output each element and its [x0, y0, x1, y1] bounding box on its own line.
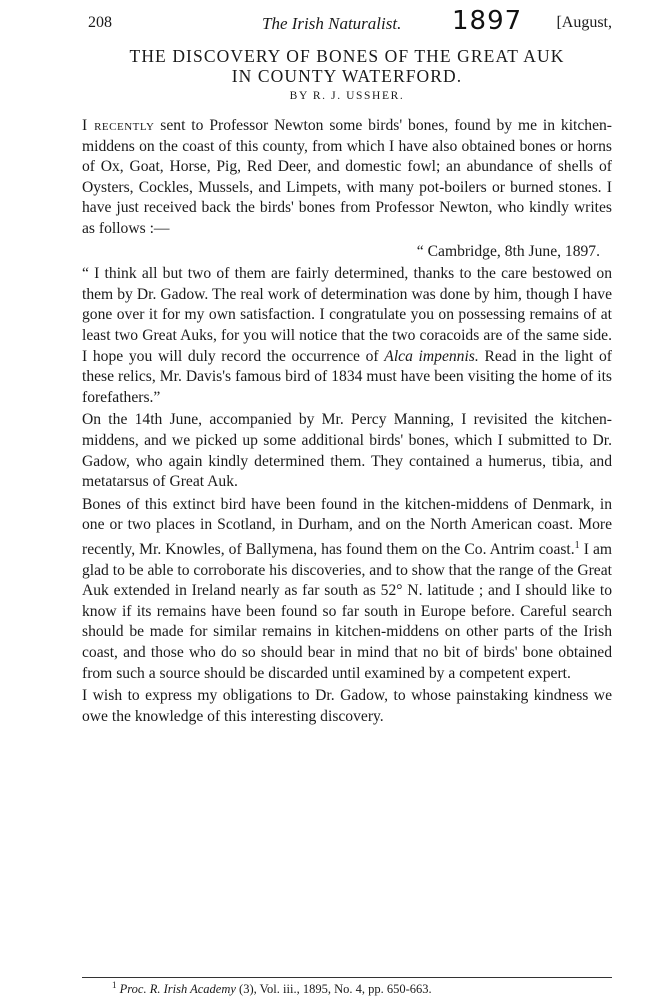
footnote-ref: 1: [574, 539, 580, 551]
page-number: 208: [88, 14, 112, 31]
journal-page: [82, 6, 612, 727]
letter-dateline: “ Cambridge, 8th June, 1897.: [416, 242, 600, 260]
footnote: [112, 980, 432, 997]
title-line-1: THE DISCOVERY OF BONES OF THE GREAT AUK: [129, 46, 565, 66]
paragraph-3: On the 14th June, accompanied by Mr. Percy Manning, I revisited the kitchen-middens, and we picked up some additional birds' bones, which I submitted to Dr. Gadow, who again kindly determined them. They contained a humerus, tibia, and metatarsus of Great Auk.: [82, 411, 612, 491]
journal-title: The Irish Naturalist.: [262, 14, 402, 33]
paragraph-1: I recently sent to Professor Newton some birds' bones, found by me in kitchen-middens on the coast of this county, from which I have also obtained bones or horns of Ox, Goat, Horse, Pig, Red Deer, and domestic fowl; an abundance of shells of Oysters, Cockles, Mussels, and Limpets, with many pot-boilers or burned stones. I have just received back the birds' bones from Professor Newton, who kindly writes as follows :—: [82, 117, 612, 237]
article-title: [82, 46, 612, 86]
paragraph-letter: “ I think all but two of them are fairly determined, thanks to the care bestowed on them by Dr. Gadow. The real work of determination was done by him, though I have gone over it for my own satisfaction. I congratulate you on possessing remains of at least two Great Auks, for you will notice that the two coracoids are of the same side. I hope you will duly record the occurrence of Alca impennis. Read in the light of these relics, Mr. Davis's famous bird of 1834 must have been visiting the home of its forefathers.”: [82, 265, 612, 406]
title-line-2: IN COUNTY WATERFORD.: [231, 66, 463, 86]
species-name: Alca impennis.: [384, 347, 479, 365]
issue-month: [August,: [556, 14, 612, 31]
footnote-source: Proc. R. Irish Academy: [119, 982, 236, 997]
paragraph-5: I wish to express my obligations to Dr. Gadow, to whose painstaking kindness we owe the knowledge of this interesting discovery.: [82, 687, 612, 725]
paragraph-4: Bones of this extinct bird have been found in the kitchen-middens of Denmark, in one or two places in Scotland, in Durham, and on the North American coast. More recently, Mr. Knowles, of Ballymena, has found them on the Co. Antrim coast.$^1$ I am glad to be able to corroborate his discoveries, and to show that the range of the Great Auk extended in Ireland nearly as far south as 52° N. latitude ; and I should like to know if its remains have been found so far south in Europe before. Careful search should be made for similar remains in kitchen-middens on other parts of the Irish coast, and those who do so should bear in mind that no bit of birds' bone obtained from such a source should be discarded until examined by a competent expert.: [82, 495, 612, 682]
running-head: [82, 6, 612, 44]
handwritten-year: 1897: [452, 6, 523, 36]
footnote-detail: (3), Vol. iii., 1895, No. 4, pp. 650-663.: [235, 982, 432, 997]
footnote-rule: [82, 977, 612, 978]
footnote-marker: 1: [112, 980, 117, 990]
article-body: [82, 116, 612, 727]
lead-words: I recently: [82, 117, 155, 134]
byline: BY R. J. USSHER.: [289, 90, 405, 102]
